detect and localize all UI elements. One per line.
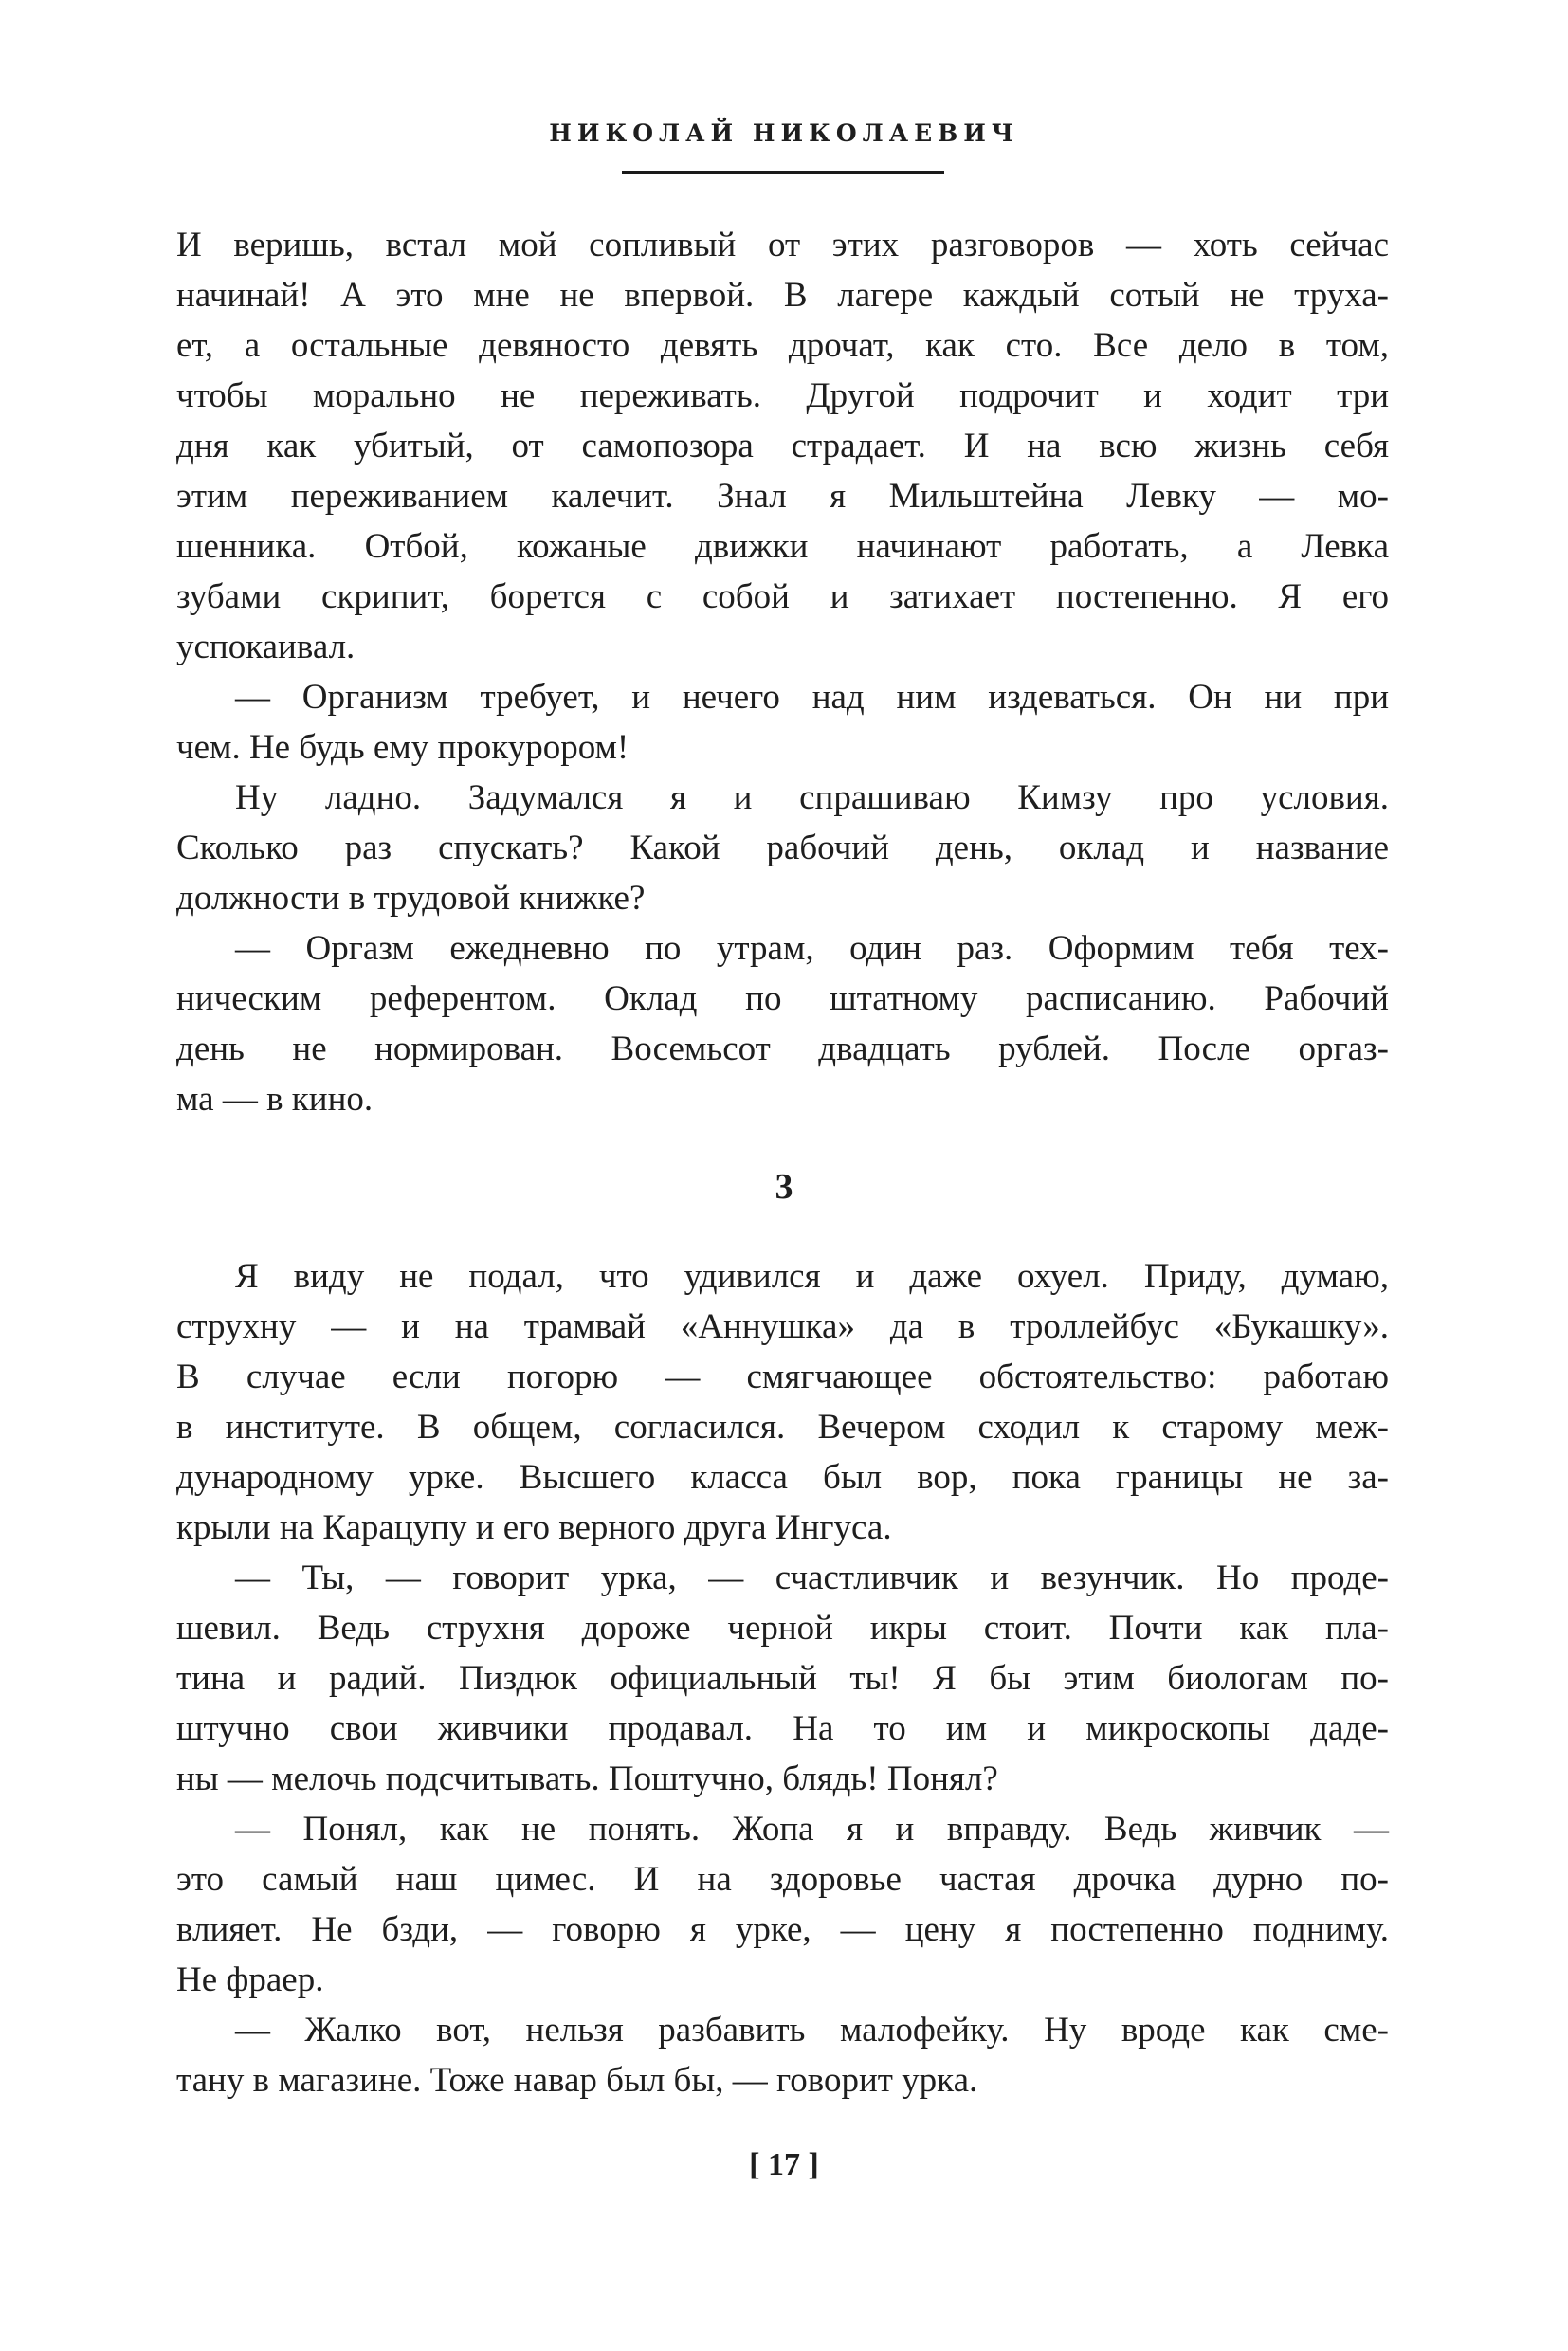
text-line: день не нормирован. Восемьсот двадцать рублей. После оргаз- [176, 1030, 1389, 1068]
text-line: Ну ладно. Задумался я и спрашиваю Кимзу про условия. [235, 778, 1389, 817]
text-line: этим переживанием калечит. Знал я Мильштейна Левку — мо- [176, 477, 1389, 516]
text-line: начинай! А это мне не впервой. В лагере каждый сотый не труха- [176, 276, 1389, 315]
text-line: штучно свои живчики продавал. На то им и микроскопы даде- [176, 1709, 1389, 1748]
text-line: крыли на Карацупу и его верного друга Ингуса. [176, 1508, 892, 1547]
text-block-top [176, 220, 1389, 1124]
text-line: тина и радий. Пиздюк официальный ты! Я бы этим биологам по- [176, 1659, 1389, 1698]
text-line: дня как убитый, от самопозора страдает. И на всю жизнь себя [176, 427, 1389, 465]
text-line: — Понял, как не понять. Жопа я и вправду. Ведь живчик — [235, 1810, 1389, 1849]
text-line: влияет. Не бзди, — говорю я урке, — цену я постепенно подниму. [176, 1910, 1389, 1949]
text-line: В случае если погорю — смягчающее обстоятельство: работаю [176, 1358, 1389, 1396]
text-line: Не фраер. [176, 1960, 324, 1999]
text-line: тану в магазине. Тоже навар был бы, — говорит урка. [176, 2061, 978, 2100]
running-head-rule [622, 171, 944, 174]
text-line: успокаивал. [176, 628, 356, 666]
text-line: ма — в кино. [176, 1080, 374, 1119]
running-head: НИКОЛАЙ НИКОЛАЕВИЧ [549, 119, 1019, 147]
text-line: должности в трудовой книжке? [176, 879, 646, 918]
text-line: — Оргазм ежедневно по утрам, один раз. Оформим тебя тех- [235, 929, 1389, 968]
text-line: зубами скрипит, борется с собой и затихает постепенно. Я его [176, 577, 1389, 616]
text-line: в институте. В общем, согласился. Вечером сходил к старому меж- [176, 1408, 1389, 1447]
text-line: — Жалко вот, нельзя разбавить малофейку. Ну вроде как сме- [235, 2011, 1389, 2050]
text-line: струхну — и на трамвай «Аннушка» да в троллейбус «Букашку». [176, 1307, 1389, 1346]
text-line: чем. Не будь ему прокурором! [176, 728, 629, 767]
text-line: ет, а остальные девяносто девять дрочат, как сто. Все дело в том, [176, 326, 1389, 365]
chapter-number: 3 [775, 1167, 793, 1207]
text-line: Сколько раз спускать? Какой рабочий день, оклад и название [176, 829, 1389, 867]
page-number: [ 17 ] [749, 2147, 819, 2182]
text-line: Я виду не подал, что удивился и даже охуел. Приду, думаю, [235, 1257, 1389, 1296]
text-line: чтобы морально не переживать. Другой подрочит и ходит три [176, 376, 1389, 415]
text-line: ны — мелочь подсчитывать. Поштучно, блядь! Понял? [176, 1759, 998, 1798]
text-block-bottom [176, 1251, 1389, 2105]
text-line: это самый наш цимес. И на здоровье частая дрочка дурно по- [176, 1860, 1389, 1899]
text-line: ническим референтом. Оклад по штатному расписанию. Рабочий [176, 979, 1389, 1018]
text-line: И веришь, встал мой сопливый от этих разговоров — хоть сейчас [176, 226, 1389, 264]
text-line: — Организм требует, и нечего над ним издеваться. Он ни при [235, 678, 1389, 717]
text-line: — Ты, — говорит урка, — счастливчик и везунчик. Но проде- [235, 1558, 1389, 1597]
text-line: дународному урке. Высшего класса был вор, пока границы не за- [176, 1458, 1389, 1497]
text-line: шенника. Отбой, кожаные движки начинают работать, а Левка [176, 527, 1389, 566]
text-line: шевил. Ведь струхня дороже черной икры стоит. Почти как пла- [176, 1609, 1389, 1648]
